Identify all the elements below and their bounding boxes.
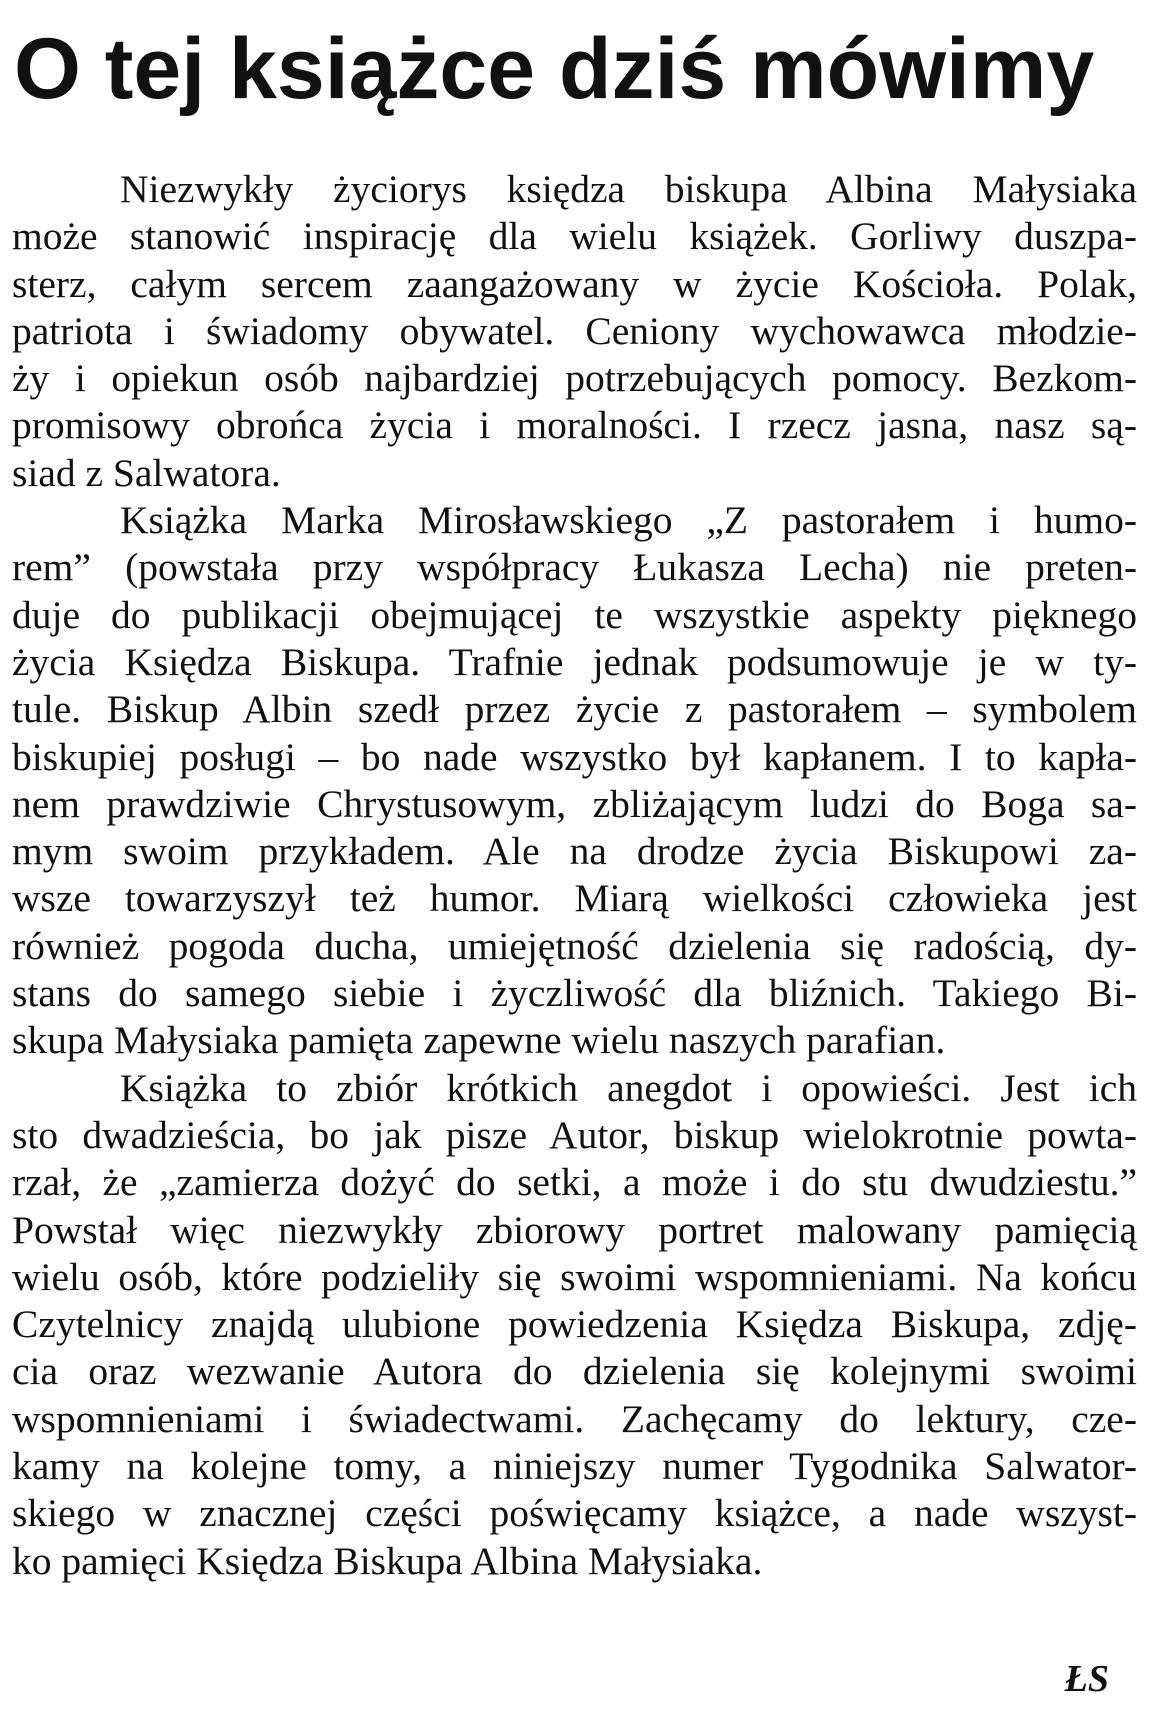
text-line: wielu osób, które podzieliły się swoimi wspomnieniami. Na końcu (12, 1254, 1137, 1299)
text-line: nem prawdziwie Chrystusowym, zbliżającym ludzi do Boga sa- (12, 781, 1137, 826)
text-line: tule. Biskup Albin szedł przez życie z pastorałem – symbolem (12, 687, 1137, 732)
text-line: skupa Małysiaka pamięta zapewne wielu naszych parafian. (12, 1018, 946, 1063)
text-line: siad z Salwatora. (12, 450, 281, 495)
text-line: Czytelnicy znajdą ulubione powiedzenia Księdza Biskupa, zdję- (12, 1302, 1137, 1347)
article (12, 14, 1137, 1704)
text-line: może stanowić inspirację dla wielu książek. Gorliwy duszpa- (12, 214, 1137, 259)
text-line: wspomnieniami i świadectwami. Zachęcamy do lektury, cze- (12, 1396, 1137, 1441)
text-line: również pogoda ducha, umiejętność dzielenia się radością, dy- (12, 923, 1137, 968)
text-line: kamy na kolejne tomy, a niniejszy numer Tygodnika Salwator- (12, 1444, 1137, 1489)
text-line: cia oraz wezwanie Autora do dzielenia się kolejnymi swoimi (12, 1349, 1137, 1394)
text-line: Powstał więc niezwykły zbiorowy portret malowany pamięcią (12, 1207, 1137, 1252)
text-line: wsze towarzyszył też humor. Miarą wielkości człowieka jest (12, 876, 1137, 921)
text-line: rem” (powstała przy współpracy Łukasza Lecha) nie preten- (12, 545, 1137, 590)
text-line: Książka Marka Mirosławskiego „Z pastorałem i humo- (120, 498, 1137, 543)
author-signature: ŁS (1064, 1658, 1109, 1700)
article-title: O tej książce dziś mówimy (14, 21, 1095, 117)
text-line: patriota i świadomy obywatel. Ceniony wychowawca młodzie- (12, 308, 1137, 353)
text-line: biskupiej posługi – bo nade wszystko był kapłanem. I to kapła- (12, 734, 1137, 779)
text-line: stans do samego siebie i życzliwość dla bliźnich. Takiego Bi- (12, 971, 1137, 1016)
text-line: sto dwadzieścia, bo jak pisze Autor, biskup wielokrotnie powta- (12, 1112, 1137, 1157)
text-line: ko pamięci Księdza Biskupa Albina Małysiaka. (12, 1538, 763, 1583)
text-line: mym swoim przykładem. Ale na drodze życia Biskupowi za- (12, 829, 1137, 874)
text-line: Książka to zbiór krótkich anegdot i opowieści. Jest ich (120, 1065, 1137, 1110)
article-body (12, 166, 1137, 1585)
text-line: rzał, że „zamierza dożyć do setki, a może i do stu dwudziestu.” (12, 1160, 1137, 1205)
text-line: promisowy obrońca życia i moralności. I rzecz jasna, nasz są- (12, 403, 1137, 448)
text-line: skiego w znacznej części poświęcamy książce, a nade wszyst- (12, 1491, 1137, 1536)
text-line: ży i opiekun osób najbardziej potrzebujących pomocy. Bezkom- (12, 356, 1137, 401)
text-line: Niezwykły życiorys księdza biskupa Albina Małysiaka (120, 167, 1137, 211)
text-line: życia Księdza Biskupa. Trafnie jednak podsumowuje je w ty- (12, 639, 1137, 684)
text-line: duje do publikacji obejmującej te wszystkie aspekty pięknego (12, 592, 1137, 637)
text-line: sterz, całym sercem zaangażowany w życie Kościoła. Polak, (12, 261, 1137, 306)
